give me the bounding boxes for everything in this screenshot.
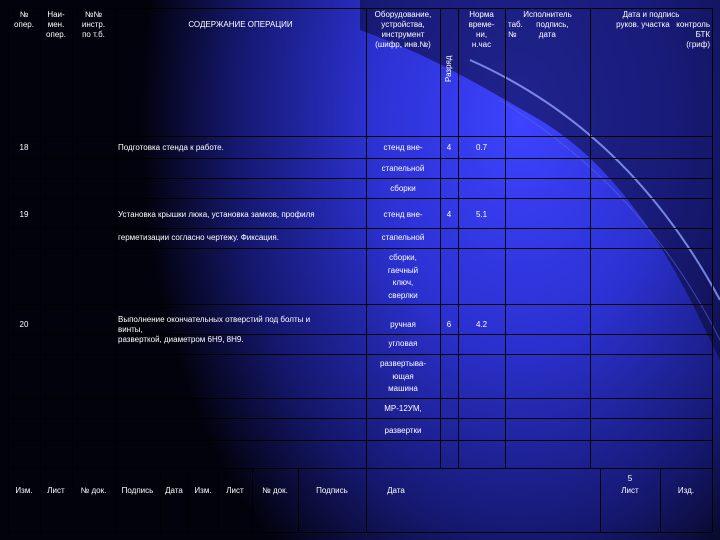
row-equipment-line: стапельной [381,233,425,242]
row-equipment-line: угловая [388,339,418,348]
header-time-norm: Норма време- ни, н.час [468,10,495,49]
row-equipment-line: МР-12УМ, [384,404,422,413]
row-18-norm: 0.7 [475,143,488,152]
row-19-num: 19 [19,210,29,219]
footer-list: Лист [47,486,65,495]
row-19-norm: 5.1 [475,210,488,219]
header-op-name: Наи- мен. опер. [46,10,66,39]
row-equipment-line: сборки [390,184,416,193]
footer-signature-2: Подпись [316,486,348,495]
row-equipment-line: развертки [384,426,422,435]
row-20-norm: 4.2 [475,320,488,329]
footer-page-label: Лист [621,486,639,495]
footer-izm-2: Изм. [194,486,212,495]
row-19-content-cont: герметизации согласно чертежу. Фиксация. [118,233,279,242]
row-18-rank: 4 [446,143,452,152]
footer-page-number: 5 [627,474,633,483]
header-executor: Исполнитель [523,10,572,19]
header-executor-sub: таб. подпись, № дата [508,20,569,39]
row-19-equipment: стенд вне- [383,210,423,219]
footer-doc-number: № док. [80,486,107,495]
row-20-rank: 6 [446,320,452,329]
header-sign-date: Дата и подпись [622,10,680,19]
header-equipment: Оборудование, устройства, инструмент (шифр, инв.№) [374,10,432,49]
row-18-content: Подготовка стенда к работе. [118,143,224,152]
footer-date: Дата [165,486,183,495]
header-op-number: № опер. [14,10,34,29]
footer-list-2: Лист [226,486,244,495]
footer-izm: Изм. [15,486,33,495]
footer-signature: Подпись [121,486,154,495]
row-18-num: 18 [19,143,29,152]
row-20-equipment: ручная [390,320,416,329]
row-19-content: Установка крышки люка, установка замков, профиля [118,210,315,219]
header-instr-number: №№ инстр. по т.б. [81,10,106,39]
header-rank: Разряд [444,55,453,82]
footer-date-2: Дата [387,486,405,495]
row-equipment-line: стапельной [381,164,425,173]
row-20-content: Выполнение окончательных отверстий под болты и винты, разверткой, диаметром 6Н9, 8Н9. [118,315,311,344]
row-20-num: 20 [19,320,29,329]
header-sign-sub: руков. участка контроль БТК (гриф) [616,20,710,49]
row-equipment-line: сборки, гаечный ключ, сверлки [387,253,419,300]
header-content: СОДЕРЖАНИЕ ОПЕРАЦИИ [188,20,293,29]
footer-doc-number-2: № док. [262,486,288,495]
row-18-equipment: стенд вне- [383,143,423,152]
row-19-rank: 4 [446,210,452,219]
footer-product: Изд. [677,486,695,495]
row-equipment-line: развертыва- ющая машина [379,359,427,393]
